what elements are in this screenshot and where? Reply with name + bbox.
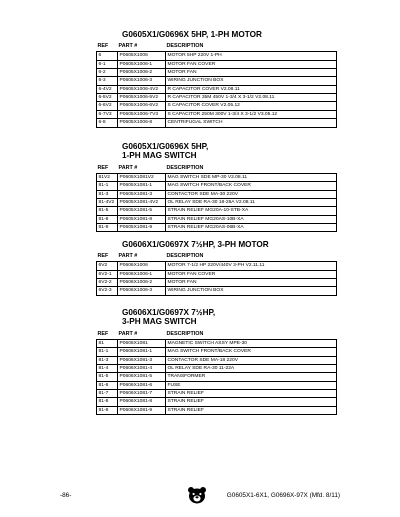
part-number-cell: P0605X1006 <box>118 52 166 60</box>
part-number-cell: P0606X1081-4 <box>118 364 166 372</box>
part-number-cell: P0606X1006-3 <box>118 287 166 295</box>
parts-section-5hp-1ph-mag-switch <box>96 142 336 232</box>
ref-cell: 6V2-2 <box>97 279 118 287</box>
description-column-header: DESCRIPTION <box>166 43 337 52</box>
ref-cell: 81-3 <box>97 356 118 364</box>
part-number-cell: P0605X1081-9 <box>118 223 166 231</box>
part-number-cell: P0606X1081-8 <box>118 398 166 406</box>
table-row <box>97 279 337 287</box>
part-number-cell: P0605X1006-7V3 <box>118 110 166 118</box>
table-row <box>97 381 337 389</box>
ref-cell: 6-8 <box>97 119 118 127</box>
ref-cell: 6-1 <box>97 60 118 68</box>
description-cell: MOTOR FAN COVER <box>166 60 337 68</box>
table-row <box>97 173 337 181</box>
section-title: G0606X1/G0697X 7½HP, 3-PH MOTOR <box>122 240 269 249</box>
ref-column-header: REF <box>97 331 118 340</box>
parts-table <box>96 253 337 295</box>
part-number-cell: P0606X1081 <box>118 339 166 347</box>
ref-cell: 81 <box>97 339 118 347</box>
part-number-cell: P0605X1081-3 <box>118 190 166 198</box>
description-cell: STRAIN RELIEF <box>166 406 337 414</box>
ref-cell: 81-6 <box>97 381 118 389</box>
description-cell: CENTRIFUGAL SWITCH <box>166 119 337 127</box>
table-row <box>97 339 337 347</box>
description-cell: STRAIN RELIEF MG20AS-06B-XA <box>166 223 337 231</box>
part-number-cell: P0605X1006-4V2 <box>118 85 166 93</box>
description-column-header: DESCRIPTION <box>166 331 337 340</box>
description-cell: MOTOR FAN COVER <box>166 270 337 278</box>
ref-cell: 81-3 <box>97 190 118 198</box>
description-column-header: DESCRIPTION <box>166 165 337 174</box>
part-number-cell: P0605X1081-5 <box>118 207 166 215</box>
part-number-cell: P0606X1081-7 <box>118 389 166 397</box>
ref-cell: 81-8 <box>97 215 118 223</box>
description-cell: S CAPACITOR 250M 300V 1-3/4 X 3-1/2 V3.05.12 <box>166 110 337 118</box>
parts-section-7-5hp-3ph-mag-switch <box>96 308 336 415</box>
table-row <box>97 270 337 278</box>
table-row <box>97 77 337 85</box>
ref-cell: 81-1 <box>97 348 118 356</box>
ref-cell: 6-2 <box>97 69 118 77</box>
part-number-cell: P0606X1081-6 <box>118 381 166 389</box>
parts-table <box>96 331 337 415</box>
table-row <box>97 348 337 356</box>
part-number-column-header: PART # <box>118 331 166 340</box>
part-number-cell: P0605X1006-8 <box>118 119 166 127</box>
description-cell: OL RELAY SDE RA-30 11-22A <box>166 364 337 372</box>
part-number-cell: P0605X1081-8 <box>118 215 166 223</box>
table-header-row <box>97 165 337 174</box>
table-row <box>97 60 337 68</box>
description-cell: MOTOR 5HP 220V 1-PH <box>166 52 337 60</box>
ref-cell: 81-5 <box>97 373 118 381</box>
description-cell: STRAIN RELIEF <box>166 389 337 397</box>
table-header-row <box>97 253 337 262</box>
ref-cell: 81-4V2 <box>97 198 118 206</box>
ref-column-header: REF <box>97 165 118 174</box>
description-cell: MOTOR FAN <box>166 279 337 287</box>
table-row <box>97 190 337 198</box>
part-number-cell: P0606X1006 <box>118 262 166 270</box>
description-cell: STRAIN RELIEF MG20AS-10B-XA <box>166 215 337 223</box>
description-cell: STRAIN RELIEF MG20A-10-STB-XA <box>166 207 337 215</box>
table-row <box>97 102 337 110</box>
page-number: -86- <box>60 492 72 499</box>
description-cell: OL RELAY SDE RA-30 18-26A V2.08.11 <box>166 198 337 206</box>
part-number-column-header: PART # <box>118 165 166 174</box>
bear-head-logo-icon <box>187 486 207 504</box>
ref-cell: 6-3 <box>97 77 118 85</box>
ref-cell: 6-7V3 <box>97 110 118 118</box>
description-cell: WIRING JUNCTION BOX <box>166 287 337 295</box>
table-row <box>97 287 337 295</box>
description-cell: FUSE <box>166 381 337 389</box>
part-number-column-header: PART # <box>118 43 166 52</box>
table-row <box>97 94 337 102</box>
table-row <box>97 119 337 127</box>
description-column-header: DESCRIPTION <box>166 253 337 262</box>
ref-cell: 6 <box>97 52 118 60</box>
part-number-cell: P0605X1006-5V2 <box>118 94 166 102</box>
parts-table <box>96 165 337 232</box>
description-cell: MAG SWITCH FRONT/BACK COVER <box>166 348 337 356</box>
description-cell: CONTACTOR SDE MA-30 220V <box>166 190 337 198</box>
part-number-cell: P0606X1006-2 <box>118 279 166 287</box>
table-row <box>97 373 337 381</box>
description-cell: R CAPACITOR 35M 450V 1-3/4 X 3-1/2 V2.08.11 <box>166 94 337 102</box>
parts-table <box>96 43 337 127</box>
part-number-cell: P0605X1081V2 <box>118 173 166 181</box>
ref-cell: 81-5 <box>97 207 118 215</box>
table-row <box>97 215 337 223</box>
description-cell: S CAPACITOR COVER V2.05.12 <box>166 102 337 110</box>
table-row <box>97 52 337 60</box>
parts-section-5hp-1ph-motor <box>96 30 336 128</box>
part-number-cell: P0606X1006-1 <box>118 270 166 278</box>
ref-cell: 81-9 <box>97 406 118 414</box>
ref-cell: 6-6V2 <box>97 102 118 110</box>
table-row <box>97 110 337 118</box>
part-number-cell: P0605X1081-4V2 <box>118 198 166 206</box>
description-cell: MOTOR 7-1/2 HP 220V/440V 3-PH V2.11.11 <box>166 262 337 270</box>
section-title: G0605X1/G0696X 5HP, <box>122 142 209 151</box>
part-number-cell: P0606X1081-9 <box>118 406 166 414</box>
part-number-cell: P0605X1006-6V2 <box>118 102 166 110</box>
table-row <box>97 262 337 270</box>
table-row <box>97 223 337 231</box>
description-cell: CONTACTOR SDE MA-18 220V <box>166 356 337 364</box>
ref-cell: 81V2 <box>97 173 118 181</box>
table-row <box>97 398 337 406</box>
section-title: 1-PH MAG SWITCH <box>122 151 197 161</box>
table-row <box>97 182 337 190</box>
part-number-column-header: PART # <box>118 253 166 262</box>
part-number-cell: P0605X1006-2 <box>118 69 166 77</box>
part-number-cell: P0606X1081-3 <box>118 356 166 364</box>
table-row <box>97 406 337 414</box>
table-header-row <box>97 331 337 340</box>
ref-column-header: REF <box>97 253 118 262</box>
ref-cell: 81-9 <box>97 223 118 231</box>
part-number-cell: P0606X1081-1 <box>118 348 166 356</box>
table-row <box>97 85 337 93</box>
ref-column-header: REF <box>97 43 118 52</box>
table-row <box>97 198 337 206</box>
description-cell: STRAIN RELIEF <box>166 398 337 406</box>
ref-cell: 81-1 <box>97 182 118 190</box>
ref-cell: 81-8 <box>97 398 118 406</box>
description-cell: WIRING JUNCTION BOX <box>166 77 337 85</box>
table-header-row <box>97 43 337 52</box>
part-number-cell: P0606X1081-5 <box>118 373 166 381</box>
description-cell: MAG SWITCH FRONT/BACK COVER <box>166 182 337 190</box>
ref-cell: 6-5V2 <box>97 94 118 102</box>
ref-cell: 6-4V2 <box>97 85 118 93</box>
description-cell: TRANSFORMER <box>166 373 337 381</box>
description-cell: MAG SWITCH SDE MP-30 V2.08.11 <box>166 173 337 181</box>
ref-cell: 81-4 <box>97 364 118 372</box>
section-title: G0606X1/G0697X 7½HP, <box>122 308 216 317</box>
description-cell: MAGNETIC SWITCH ASSY MPE-30 <box>166 339 337 347</box>
model-info: G0605X1-6X1, G0696X-97X (Mfd. 8/11) <box>226 492 340 499</box>
part-number-cell: P0605X1006-3 <box>118 77 166 85</box>
section-title: G0605X1/G0696X 5HP, 1-PH MOTOR <box>122 30 262 39</box>
parts-section-7-5hp-3ph-motor <box>96 240 336 296</box>
description-cell: MOTOR FAN <box>166 69 337 77</box>
part-number-cell: P0605X1081-1 <box>118 182 166 190</box>
part-number-cell: P0605X1006-1 <box>118 60 166 68</box>
ref-cell: 6V2-1 <box>97 270 118 278</box>
table-row <box>97 356 337 364</box>
ref-cell: 6V2-3 <box>97 287 118 295</box>
ref-cell: 6V2 <box>97 262 118 270</box>
table-row <box>97 389 337 397</box>
description-cell: R CAPACITOR COVER V2.08.11 <box>166 85 337 93</box>
ref-cell: 81-7 <box>97 389 118 397</box>
table-row <box>97 364 337 372</box>
section-title: 3-PH MAG SWITCH <box>122 317 197 327</box>
table-row <box>97 207 337 215</box>
table-row <box>97 69 337 77</box>
